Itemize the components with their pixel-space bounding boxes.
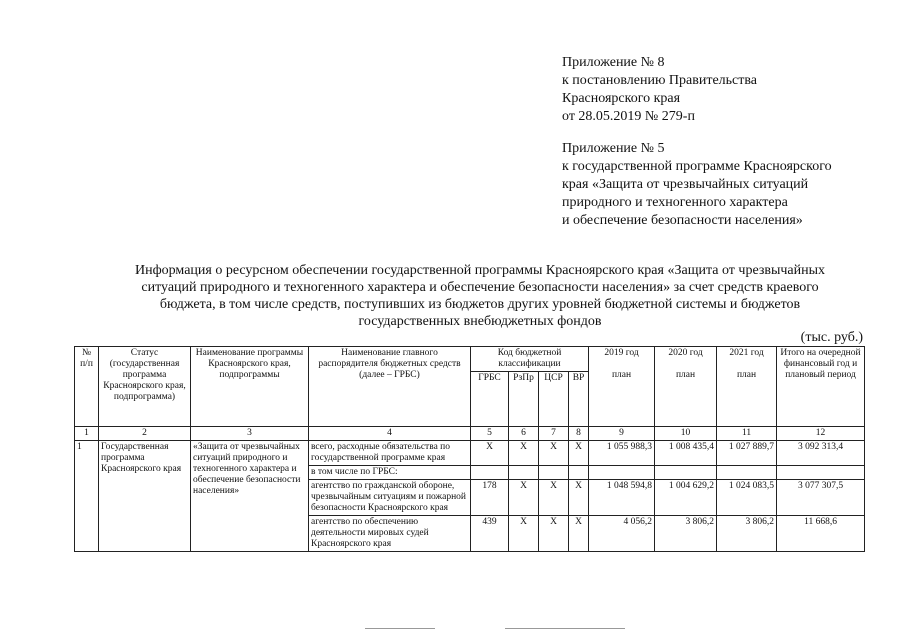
grbs-name-cell: агентство по обеспечению деятельности мировых судей Красноярского края — [309, 516, 471, 552]
title-line: Информация о ресурсном обеспечении государственной программы Красноярского края «Защита от чрезвычайных — [134, 263, 826, 278]
column-number: 12 — [777, 427, 865, 441]
appendix-5-line: и обеспечение безопасности населения» — [562, 213, 803, 228]
value-2021: 1 024 083,5 — [717, 480, 777, 516]
appendix-8-block — [562, 54, 757, 126]
value-total: 3 092 313,4 — [777, 441, 865, 466]
appendix-8-line: Красноярского края — [562, 91, 681, 106]
grbs-name-cell: агентство по гражданской обороне, чрезвычайным ситуациям и пожарной безопасности Красноярского края — [309, 480, 471, 516]
resource-table — [74, 346, 865, 552]
column-number: 4 — [309, 427, 471, 441]
rzpr-cell: Х — [509, 480, 539, 516]
value-total — [777, 466, 865, 480]
header-2020 — [655, 347, 717, 427]
appendix-8-line: от 28.05.2019 № 279-п — [562, 109, 695, 124]
header-year: 2019 год — [604, 348, 639, 358]
rzpr-cell — [509, 466, 539, 480]
value-total: 11 668,6 — [777, 516, 865, 552]
column-number: 1 — [75, 427, 99, 441]
header-status: Статус (государственная программа Красноярского края, подпрограмма) — [99, 347, 191, 427]
csr-cell — [539, 466, 569, 480]
value-2019: 1 055 988,3 — [589, 441, 655, 466]
row-program-name: «Защита от чрезвычайных ситуаций природного и техногенного характера и обеспечение безопасности населения» — [191, 441, 309, 552]
column-number: 7 — [539, 427, 569, 441]
column-number: 10 — [655, 427, 717, 441]
row-status: Государственная программа Красноярского края — [99, 441, 191, 552]
value-2021 — [717, 466, 777, 480]
header-year: 2021 год — [729, 348, 764, 358]
grbs-name-cell: всего, расходные обязательства по государственной программе края — [309, 441, 471, 466]
header-2019 — [589, 347, 655, 427]
document-title — [80, 262, 880, 330]
appendix-5-line: края «Защита от чрезвычайных ситуаций — [562, 177, 809, 192]
appendix-5-block — [562, 140, 832, 230]
appendix-5-line: природного и техногенного характера — [562, 195, 788, 210]
column-number: 3 — [191, 427, 309, 441]
header-num: № п/п — [75, 347, 99, 427]
appendix-8-line: Приложение № 8 — [562, 55, 665, 70]
units-label: (тыс. руб.) — [800, 330, 863, 345]
header-grbs: ГРБС — [471, 372, 509, 427]
header-vr: ВР — [569, 372, 589, 427]
header-grbs-name: Наименование главного распорядителя бюджетных средств (далее – ГРБС) — [309, 347, 471, 427]
grbs-code-cell: Х — [471, 441, 509, 466]
grbs-code-cell: 439 — [471, 516, 509, 552]
title-line: бюджета, в том числе средств, поступивших из бюджетов других уровней бюджетной системы и бюджетов — [159, 297, 801, 312]
grbs-code-cell: 178 — [471, 480, 509, 516]
header-plan: план — [675, 370, 696, 380]
header-year: 2020 год — [668, 348, 703, 358]
csr-cell: Х — [539, 480, 569, 516]
column-number-row — [75, 427, 865, 441]
header-total: Итого на очередной финансовый год и плановый период — [777, 347, 865, 427]
header-row — [75, 347, 865, 372]
column-number: 9 — [589, 427, 655, 441]
appendix-5-line: Приложение № 5 — [562, 141, 665, 156]
scan-artifact-line — [365, 628, 435, 629]
value-total: 3 077 307,5 — [777, 480, 865, 516]
value-2019 — [589, 466, 655, 480]
title-line: государственных внебюджетных фондов — [358, 314, 602, 329]
csr-cell: Х — [539, 441, 569, 466]
header-plan: план — [611, 370, 632, 380]
value-2019: 1 048 594,8 — [589, 480, 655, 516]
vr-cell — [569, 466, 589, 480]
value-2021: 3 806,2 — [717, 516, 777, 552]
header-code-group: Код бюджетной классификации — [471, 347, 589, 372]
value-2020: 1 004 629,2 — [655, 480, 717, 516]
grbs-code-cell — [471, 466, 509, 480]
header-2021 — [717, 347, 777, 427]
column-number: 8 — [569, 427, 589, 441]
column-number: 5 — [471, 427, 509, 441]
header-csr: ЦСР — [539, 372, 569, 427]
header-plan: план — [736, 370, 757, 380]
rzpr-cell: Х — [509, 441, 539, 466]
rzpr-cell: Х — [509, 516, 539, 552]
column-number: 6 — [509, 427, 539, 441]
header-rzpr: РзПр — [509, 372, 539, 427]
value-2020: 1 008 435,4 — [655, 441, 717, 466]
vr-cell: Х — [569, 480, 589, 516]
appendix-5-line: к государственной программе Красноярского — [562, 159, 832, 174]
header-program-name: Наименование программы Красноярского края, подпрограммы — [191, 347, 309, 427]
vr-cell: Х — [569, 516, 589, 552]
appendix-8-line: к постановлению Правительства — [562, 73, 758, 88]
column-number: 2 — [99, 427, 191, 441]
value-2019: 4 056,2 — [589, 516, 655, 552]
value-2021: 1 027 889,7 — [717, 441, 777, 466]
vr-cell: Х — [569, 441, 589, 466]
table-row — [75, 441, 865, 466]
grbs-name-cell: в том числе по ГРБС: — [309, 466, 471, 480]
value-2020: 3 806,2 — [655, 516, 717, 552]
row-num: 1 — [75, 441, 99, 552]
column-number: 11 — [717, 427, 777, 441]
scan-artifact-line — [505, 628, 625, 629]
title-line: ситуаций природного и техногенного характера и обеспечение безопасности населения» за счет средств краевого — [141, 280, 819, 295]
value-2020 — [655, 466, 717, 480]
csr-cell: Х — [539, 516, 569, 552]
